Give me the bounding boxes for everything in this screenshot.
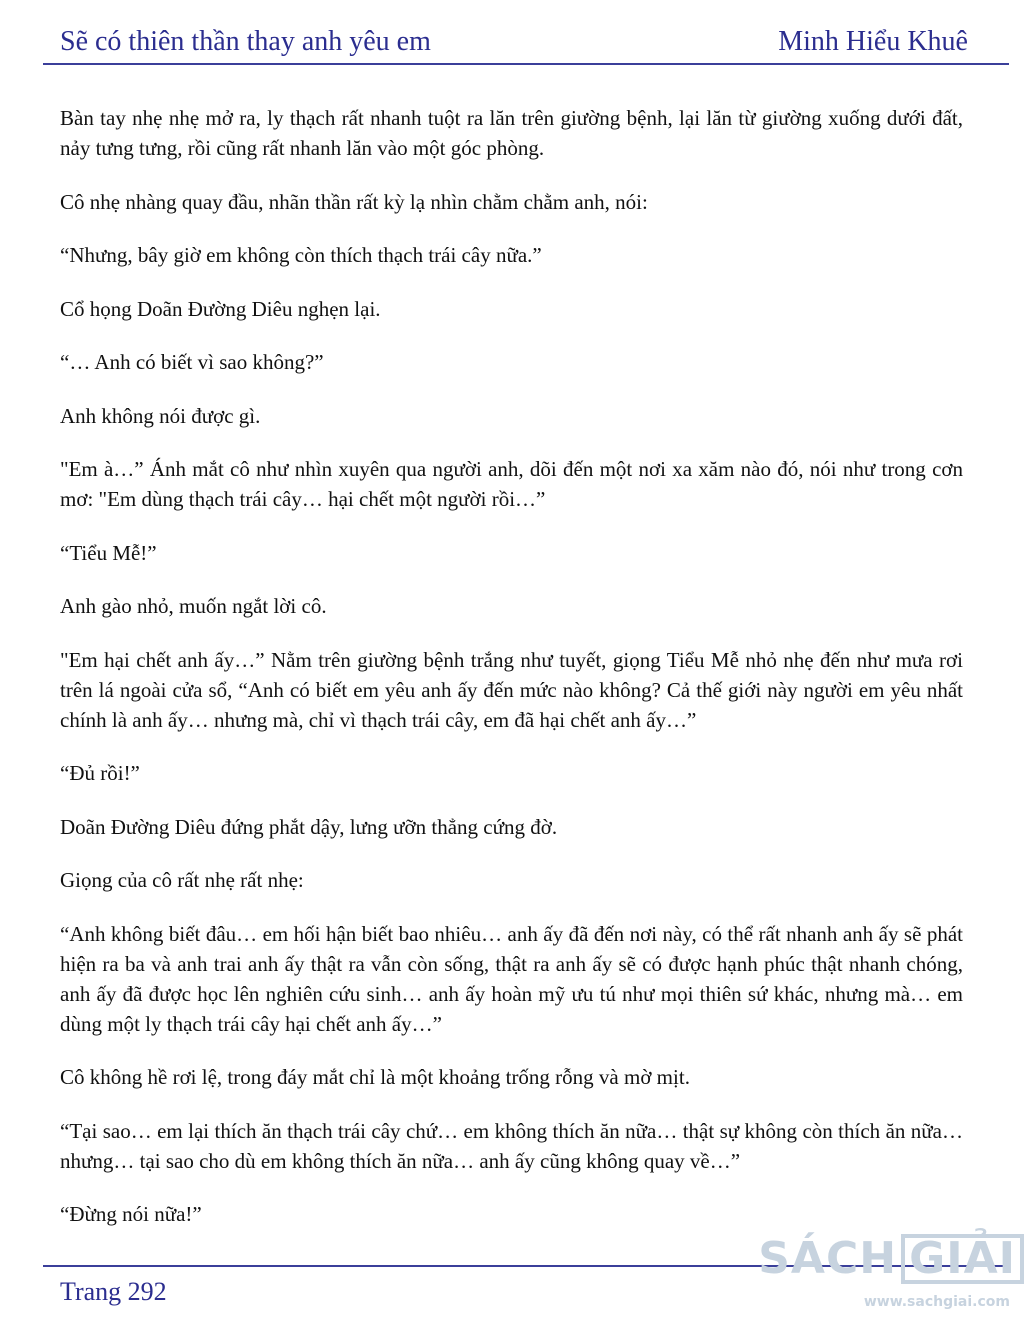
watermark-text: SÁCH	[758, 1233, 898, 1284]
paragraph: Doãn Đường Diêu đứng phắt dậy, lưng ưỡn thẳng cứng đờ.	[60, 814, 558, 839]
page-number: Trang 292	[60, 1277, 167, 1306]
paragraph: “Anh không biết đâu… em hối hận biết bao nhiêu… anh ấy đã đến nơi này, có thể rất nhanh anh ấy sẽ phát hiện ra ba và anh trai anh ấy thật ra vẫn còn sống, thật ra anh ấy sẽ có được hạnh phúc thật nhanh chóng, anh ấy đã được học lên nghiên cứu sinh… anh ấy hoàn mỹ ưu tú như mọi thiên sứ khác, nhưng mà… em dùng một ly thạch trái cây hại chết anh ấy…”	[60, 921, 963, 1036]
paragraph: Cổ họng Doãn Đường Diêu nghẹn lại.	[60, 296, 381, 321]
page-header	[60, 22, 968, 62]
paragraph: “Nhưng, bây giờ em không còn thích thạch trái cây nữa.”	[60, 243, 542, 267]
author-name: Minh Hiểu Khuê	[778, 26, 968, 57]
watermark-wordmark	[758, 1234, 1024, 1284]
body-text	[60, 103, 963, 1253]
paragraph: Anh không nói được gì.	[60, 403, 261, 428]
paragraph: Bàn tay nhẹ nhẹ mở ra, ly thạch rất nhanh tuột ra lăn trên giường bệnh, lại lăn từ giường xuống dưới đất, nảy tưng tưng, rồi cũng rất nhanh lăn vào một góc phòng.	[60, 106, 963, 160]
paragraph: “Đừng nói nữa!”	[60, 1202, 202, 1226]
paragraph: Cô nhẹ nhàng quay đầu, nhãn thần rất kỳ lạ nhìn chằm chằm anh, nói:	[60, 189, 648, 214]
paragraph: Anh gào nhỏ, muốn ngắt lời cô.	[60, 594, 327, 618]
paragraph: "Em hại chết anh ấy…” Nằm trên giường bệnh trắng như tuyết, giọng Tiểu Mễ nhỏ nhẹ đến như mưa rơi trên lá ngoài cửa sổ, “Anh có biết em yêu anh ấy đến mức nào không? Cả thế giới này người em yêu nhất chính là anh ấy… nhưng mà, chỉ vì thạch trái cây, em đã hại chết anh ấy…”	[60, 647, 963, 732]
paragraph: “Tại sao… em lại thích ăn thạch trái cây chứ… em không thích ăn nữa… thật sự không còn thích ăn nữa… nhưng… tại sao cho dù em không thích ăn nữa… anh ấy cũng không quay về…”	[60, 1118, 963, 1173]
paragraph: “Đủ rồi!”	[60, 761, 140, 785]
paragraph: "Em à…” Ánh mắt cô như nhìn xuyên qua người anh, dõi đến một nơi xa xăm nào đó, nói như trong cơn mơ: "Em dùng thạch trái cây… hại chết một người rồi…”	[60, 457, 963, 511]
paragraph: “… Anh có biết vì sao không?”	[60, 350, 324, 374]
watermark-logo	[758, 1228, 1024, 1320]
paragraph: Giọng của cô rất nhẹ rất nhẹ:	[60, 868, 304, 892]
header-divider	[43, 63, 1009, 65]
book-title: Sẽ có thiên thần thay anh yêu em	[60, 26, 431, 57]
paragraph: “Tiểu Mễ!”	[60, 540, 157, 565]
watermark-boxed-text: GIẢI	[901, 1234, 1024, 1284]
watermark-url: www.sachgiai.com	[863, 1294, 1010, 1310]
paragraph: Cô không hề rơi lệ, trong đáy mắt chỉ là một khoảng trống rỗng và mờ mịt.	[60, 1065, 690, 1089]
